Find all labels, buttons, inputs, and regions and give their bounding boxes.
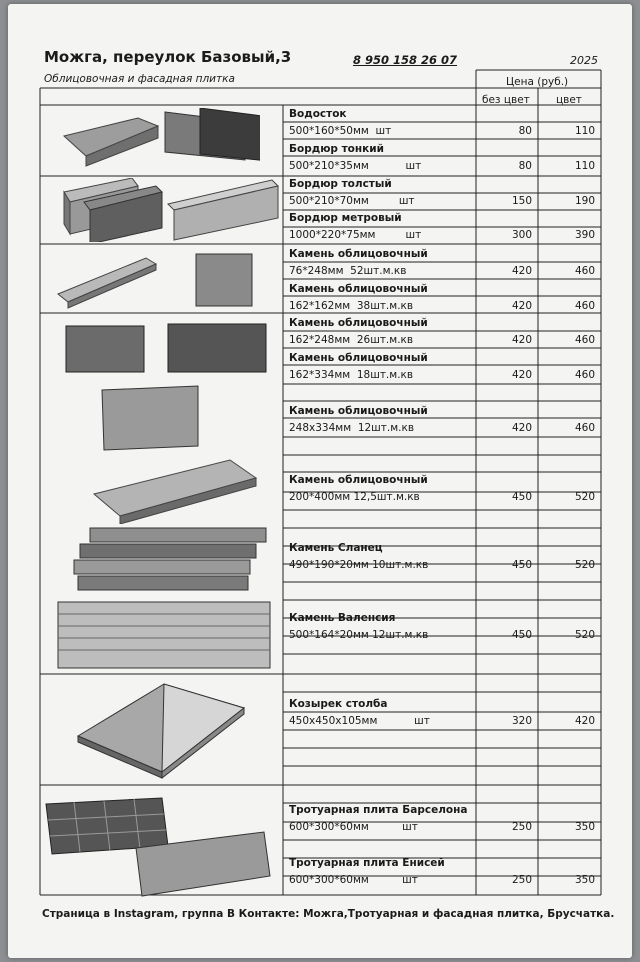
facing-stone-image-2 <box>64 322 268 376</box>
price-plain: 150 <box>511 195 532 207</box>
price-color: 420 <box>574 715 595 727</box>
product-spec: 76*248мм 52шт.м.кв <box>289 265 407 277</box>
price-plain: 80 <box>518 125 532 137</box>
product-name: Камень облицовочный <box>289 283 428 295</box>
price-color: 460 <box>574 265 595 277</box>
price-color: 520 <box>574 629 595 641</box>
product-spec: 450х450х105мм шт <box>289 715 430 727</box>
product-name: Камень Сланец <box>289 542 383 554</box>
product-spec: 162*334мм 18шт.м.кв <box>289 369 414 381</box>
product-name: Камень облицовочный <box>289 474 428 486</box>
price-plain: 250 <box>511 874 532 886</box>
price-color: 520 <box>574 559 595 571</box>
product-name: Тротуарная плита Барселона <box>289 804 468 816</box>
price-plain: 80 <box>518 160 532 172</box>
product-name: Козырек столба <box>289 698 388 710</box>
price-color: 110 <box>574 125 595 137</box>
product-spec: 500*164*20мм 12шт.м.кв <box>289 629 429 641</box>
price-color: 520 <box>574 491 595 503</box>
column-header-color: цвет <box>556 94 582 106</box>
product-name: Бордюр тонкий <box>289 143 384 155</box>
page-title: Можга, переулок Базовый,3 <box>44 48 292 66</box>
curb-image <box>60 178 280 242</box>
product-name: Камень облицовочный <box>289 248 428 260</box>
price-plain: 420 <box>511 334 532 346</box>
product-spec: 162*162мм 38шт.м.кв <box>289 300 414 312</box>
price-plain: 320 <box>511 715 532 727</box>
section-subtitle: Облицовочная и фасадная плитка <box>44 73 235 85</box>
product-name: Камень облицовочный <box>289 352 428 364</box>
price-color: 350 <box>574 821 595 833</box>
drain-and-curb-image <box>60 108 260 172</box>
price-color: 110 <box>574 160 595 172</box>
price-plain: 420 <box>511 422 532 434</box>
product-spec: 500*210*35мм шт <box>289 160 422 172</box>
facing-stone-image-1 <box>56 250 256 310</box>
product-spec: 1000*220*75мм шт <box>289 229 422 241</box>
product-name: Камень Валенсия <box>289 612 396 624</box>
price-plain: 420 <box>511 369 532 381</box>
product-spec: 490*190*20мм 10шт.м.кв <box>289 559 429 571</box>
paving-slab-image <box>44 796 274 900</box>
price-color: 390 <box>574 229 595 241</box>
price-color: 460 <box>574 300 595 312</box>
pillar-cap-image <box>74 680 250 780</box>
product-spec: 500*210*70мм шт <box>289 195 415 207</box>
product-name: Камень облицовочный <box>289 317 428 329</box>
column-header-plain: без цвет <box>482 94 530 106</box>
product-name: Бордюр толстый <box>289 178 392 190</box>
product-name: Камень облицовочный <box>289 405 428 417</box>
year-label: 2025 <box>570 54 598 67</box>
price-color: 190 <box>574 195 595 207</box>
product-spec: 600*300*60мм шт <box>289 821 418 833</box>
price-header: Цена (руб.) <box>506 76 569 88</box>
product-spec: 500*160*50мм шт <box>289 125 392 137</box>
product-name: Водосток <box>289 108 347 120</box>
price-color: 350 <box>574 874 595 886</box>
price-plain: 250 <box>511 821 532 833</box>
product-name: Тротуарная плита Енисей <box>289 857 445 869</box>
price-plain: 450 <box>511 491 532 503</box>
product-spec: 600*300*60мм шт <box>289 874 418 886</box>
product-spec: 200*400мм 12,5шт.м.кв <box>289 491 420 503</box>
product-spec: 162*248мм 26шт.м.кв <box>289 334 414 346</box>
price-color: 460 <box>574 422 595 434</box>
slate-stone-image <box>70 526 270 594</box>
price-plain: 300 <box>511 229 532 241</box>
price-plain: 450 <box>511 629 532 641</box>
valencia-stone-image <box>56 600 272 670</box>
facing-stone-image-4 <box>90 458 260 524</box>
product-spec: 248х334мм 12шт.м.кв <box>289 422 415 434</box>
price-plain: 450 <box>511 559 532 571</box>
phone-number[interactable]: 8 950 158 26 07 <box>353 53 458 67</box>
footer-note: Страница в Instagram, группа В Контакте: Можга,Тротуарная и фасадная плитка, Брусчатка. <box>42 908 615 920</box>
price-plain: 420 <box>511 300 532 312</box>
price-color: 460 <box>574 369 595 381</box>
product-name: Бордюр метровый <box>289 212 402 224</box>
facing-stone-image-3 <box>100 384 202 452</box>
price-plain: 420 <box>511 265 532 277</box>
price-color: 460 <box>574 334 595 346</box>
